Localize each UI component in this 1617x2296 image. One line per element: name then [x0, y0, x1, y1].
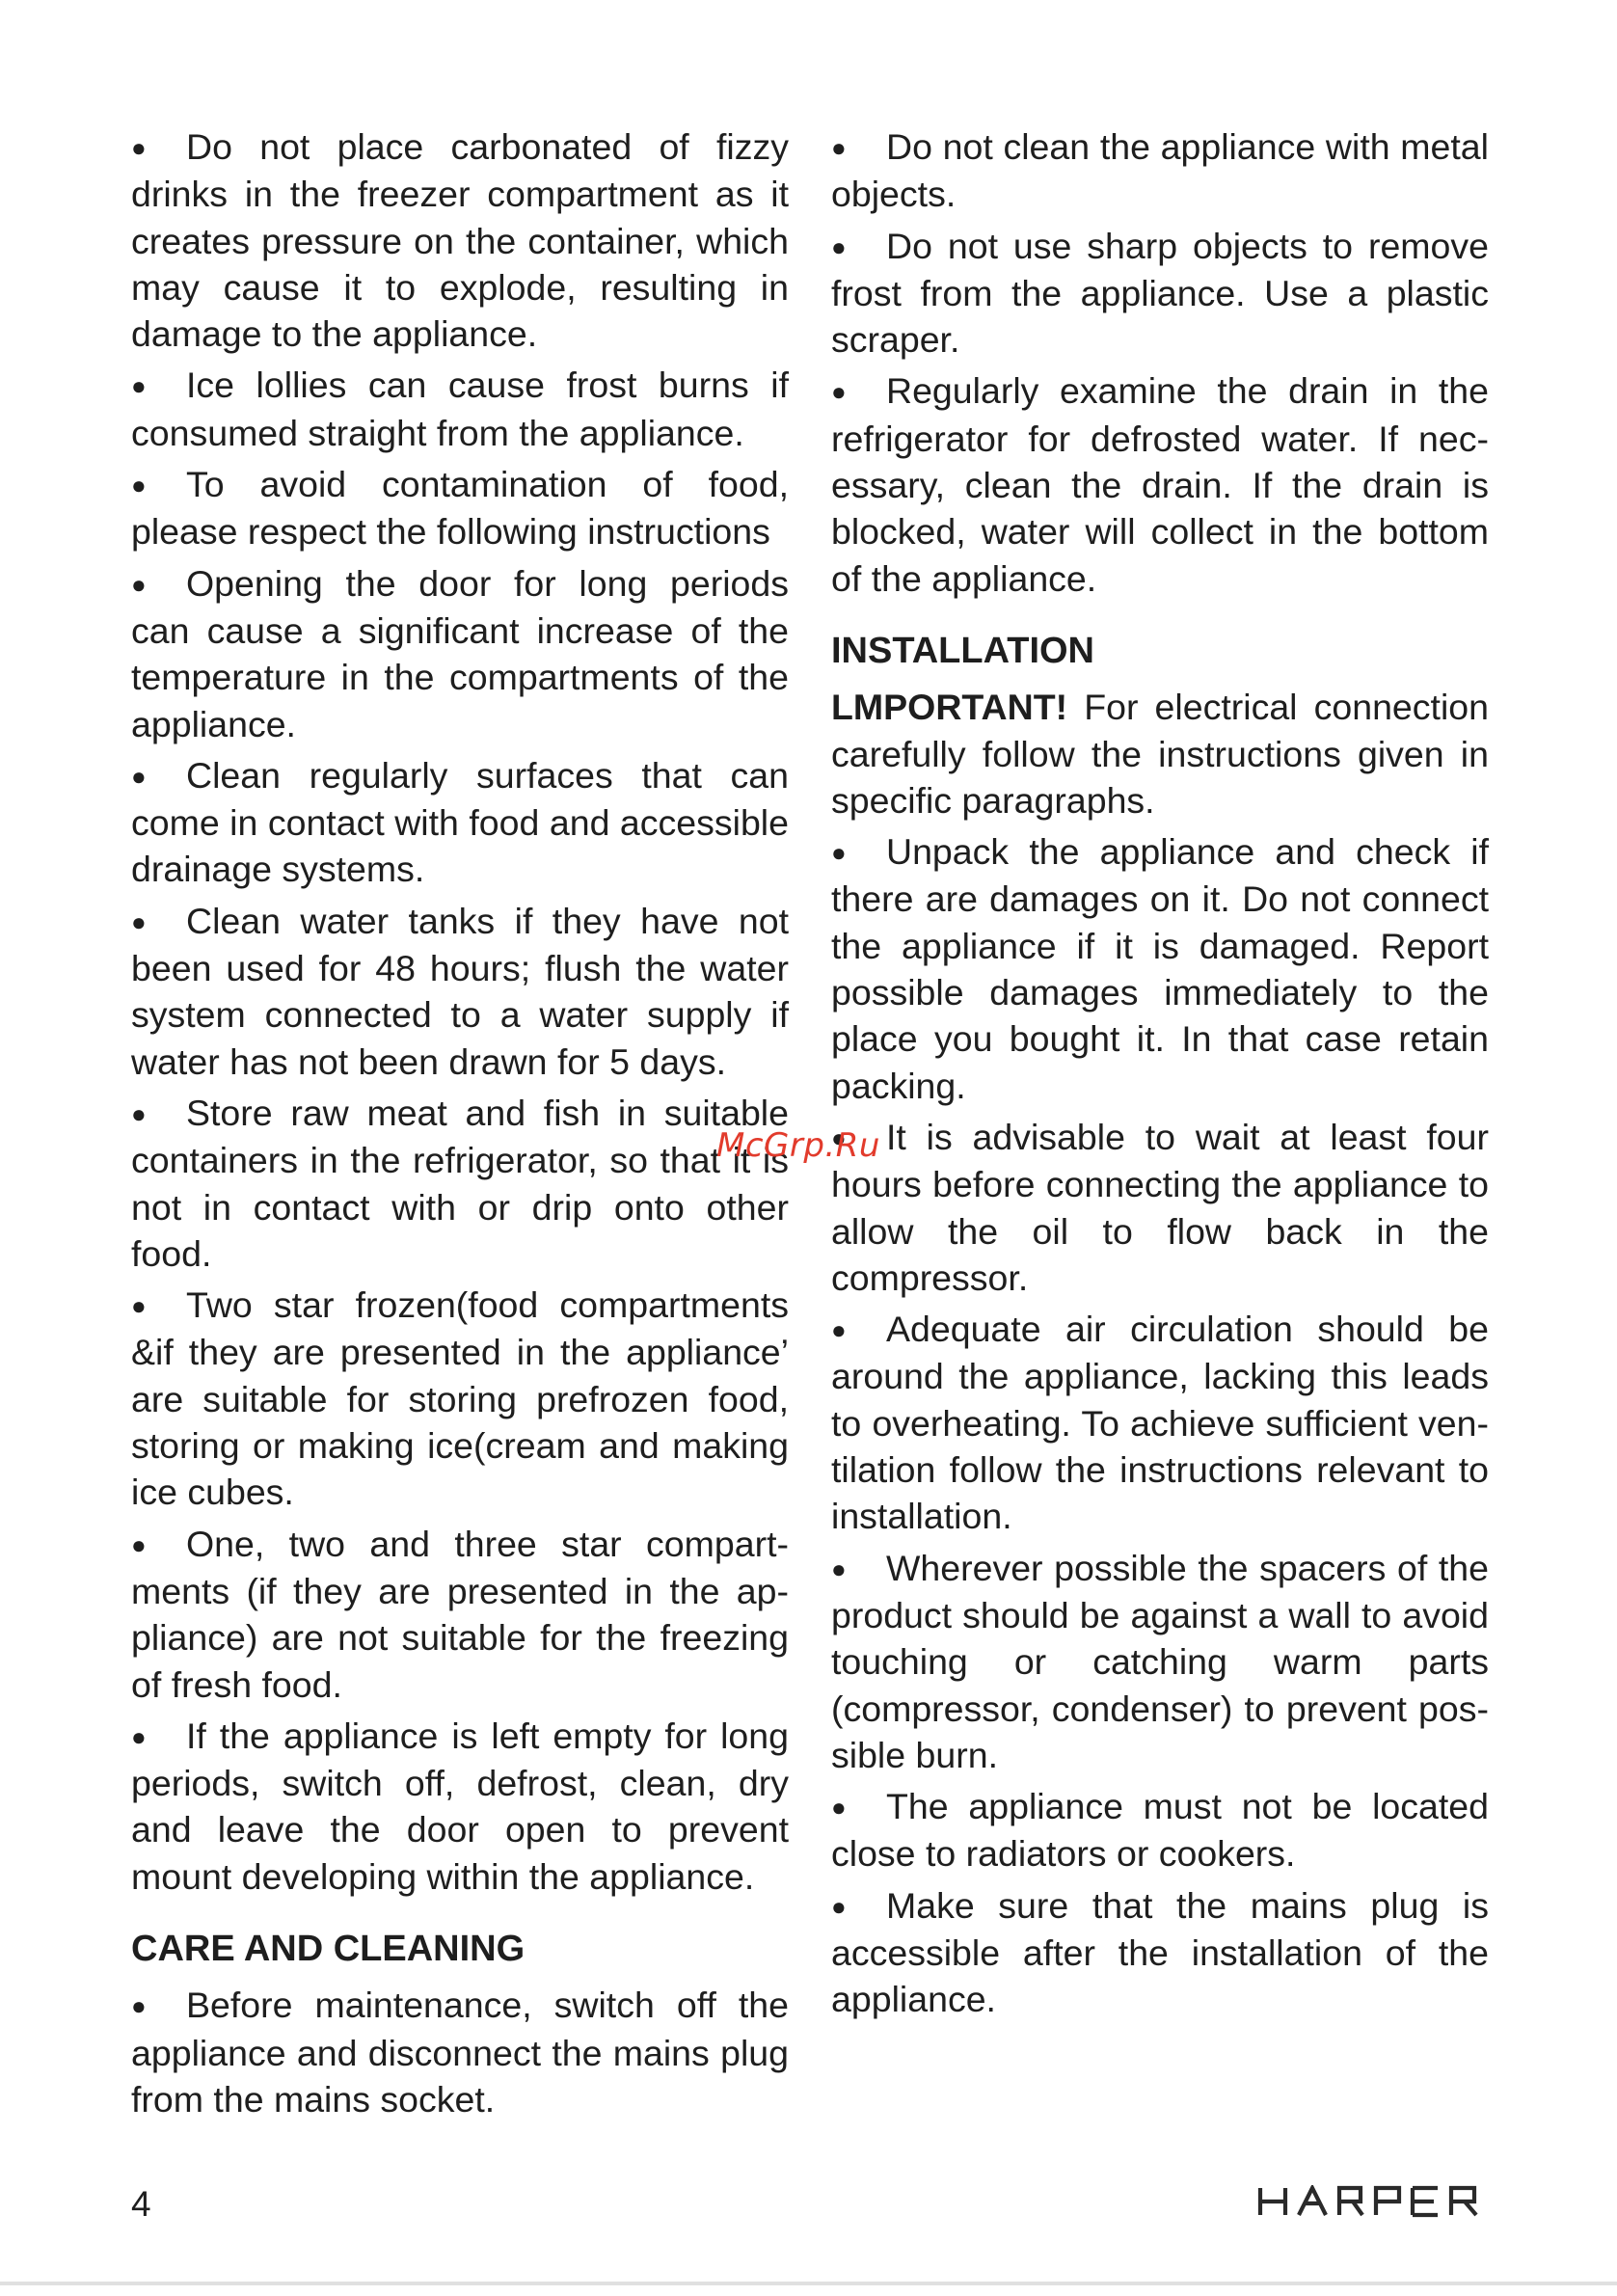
right-column — [831, 123, 1489, 2028]
left-bullet-left-empty: ● If the appliance is left empty for long periods, switch off, defrost, clean, dry and leave the door open to prevent mount developing within the appliance. — [131, 1713, 789, 1900]
harper-logo — [1256, 2185, 1488, 2223]
left-bullet-store-raw-meat: ● Store raw meat and fish in suitable containers in the refrigerator, so that it is not in contact with or drip onto other food. — [131, 1090, 789, 1277]
left-bullet-clean-surfaces: ● Clean regularly surfaces that can come in contact with food and accessible drainage systems. — [131, 752, 789, 893]
harper-logo-mark — [1256, 2185, 1488, 2218]
brand-text — [1488, 2185, 1489, 2186]
important-note — [831, 684, 1489, 824]
right-bullet-air-circulation: ● Adequate air circulation should be around the appliance, lacking this leads to overheating. To achieve sufficient ventilation follow the instructions relevant to installation. — [831, 1306, 1489, 1539]
right-bullet-mains-plug: ● Make sure that the mains plug is accessible after the installation of the appliance. — [831, 1882, 1489, 2023]
right-bullet-wait-four-hours: ● It is advisable to wait at least four hours before connecting the appliance to allow the oil to flow back in the compressor. — [831, 1114, 1489, 1301]
left-bullet-ice-lollies: ● Ice lollies can cause frost burns if consumed straight from the appliance. — [131, 362, 789, 456]
left-bullet-before-maintenance: ● Before maintenance, switch off the appliance and disconnect the mains plug from the mains socket. — [131, 1982, 789, 2122]
page-number: 4 — [131, 2184, 151, 2224]
left-bullet-three-star: ● One, two and three star compartments (if they are presented in the appliance) are not suitable for the freezing of fresh food. — [131, 1521, 789, 1708]
right-bullet-radiators: ● The appliance must not be located close to radiators or cookers. — [831, 1783, 1489, 1877]
left-column — [131, 123, 789, 2127]
left-bullet-two-star: ● Two star frozen(food compartments &if they are presented in the appliance’ are suitable for storing prefrozen food, storing or making ice(cream and making ice cubes. — [131, 1282, 789, 1515]
important-label: LMPORTANT! — [831, 687, 1068, 728]
left-bullet-carbonated-drinks: ● Do not place carbonated of fizzy drinks in the freezer compartment as it creates pressure on the container, which may cause it to explode, resulting in damage to the appliance. — [131, 123, 789, 357]
watermark: McGrp.Ru — [716, 1126, 880, 1165]
right-bullet-sharp-objects: ● Do not use sharp objects to remove frost from the appliance. Use a plastic scraper. — [831, 223, 1489, 364]
left-bullet-opening-door: ● Opening the door for long periods can cause a significant increase of the temperature in the compartments of the appliance. — [131, 560, 789, 747]
right-bullet-spacers: ● Wherever possible the spacers of the product should be against a wall to avoid touching or catching warm parts (compressor, condenser) to prevent possible burn. — [831, 1545, 1489, 1778]
important-text: For electrical connection carefully follow the instructions given in specific paragraphs. — [831, 687, 1489, 821]
left-bullet-clean-water-tanks: ● Clean water tanks if they have not been used for 48 hours; flush the water system connected to a water supply if water has not been drawn for 5 days. — [131, 898, 789, 1085]
right-bullet-unpack: ● Unpack the appliance and check if there are damages on it. Do not connect the appliance if it is damaged. Report possible damages immediately to the place you bought it. In that case retain packing. — [831, 828, 1489, 1109]
right-bullet-examine-drain: ● Regularly examine the drain in the refrigerator for defrosted water. If necessary, clean the drain. If the drain is blocked, water will collect in the bottom of the appliance. — [831, 367, 1489, 601]
left-bullet-avoid-contamination: ● To avoid contamination of food, please respect the following instructions — [131, 461, 789, 555]
care-and-cleaning-heading: CARE AND CLEANING — [131, 1928, 526, 1969]
installation-heading: INSTALLATION — [831, 630, 1094, 671]
right-bullet-metal-objects: ● Do not clean the appliance with metal objects. — [831, 123, 1489, 218]
bottom-edge-line — [0, 2282, 1617, 2285]
